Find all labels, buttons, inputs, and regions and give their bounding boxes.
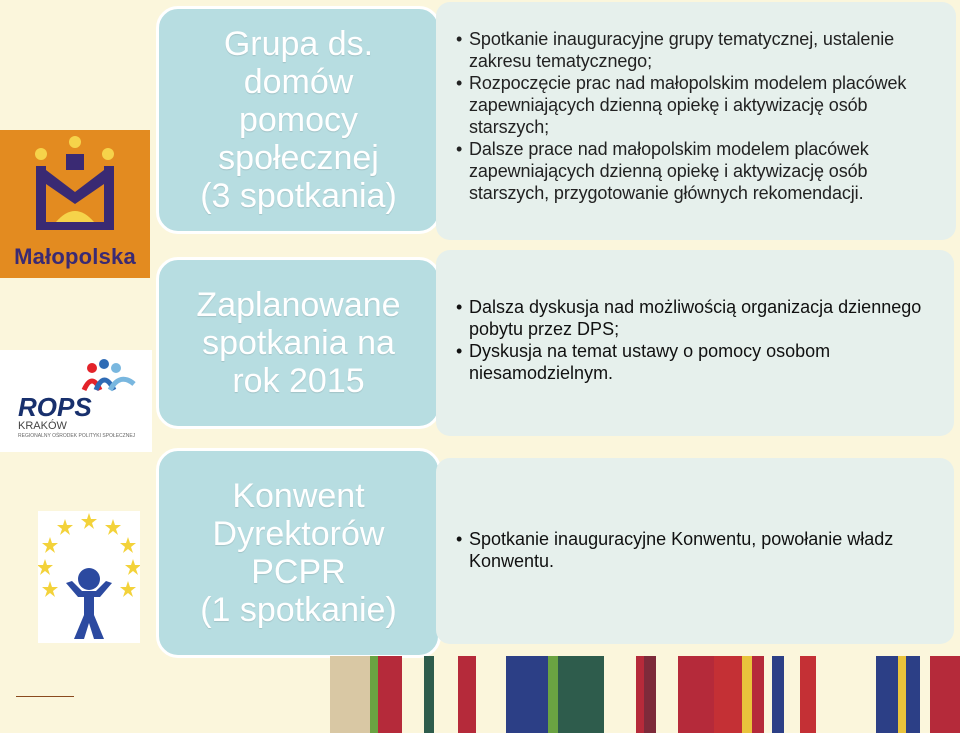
rops-city: KRAKÓW xyxy=(18,420,67,432)
rops-logo xyxy=(0,350,152,452)
title-line: Zaplanowane xyxy=(196,286,401,324)
title-line: PCPR xyxy=(251,553,346,591)
list-item: • Dyskusja na temat ustawy o pomocy osobom niesamodzielnym. xyxy=(456,340,942,384)
panel-pcpr xyxy=(436,458,954,644)
rops-name: ROPS xyxy=(18,392,92,422)
decorative-stripes xyxy=(0,656,960,733)
malopolska-logo xyxy=(0,130,150,278)
title-line: pomocy xyxy=(238,101,359,139)
bullet-list xyxy=(456,28,944,204)
panel-planned xyxy=(436,250,954,436)
title-line: spotkania na xyxy=(202,324,395,362)
title-line: Konwent xyxy=(232,477,365,515)
title-line: rok 2015 xyxy=(232,362,365,400)
bullet-list xyxy=(456,528,942,572)
title-line: społecznej xyxy=(218,139,379,177)
list-item: • Dalsza dyskusja nad możliwością organizacja dziennego pobytu przez DPS; xyxy=(456,296,942,340)
list-item: • Rozpoczęcie prac nad małopolskim modelem placówek zapewniających dzienną opiekę i aktywizację osób starszych; xyxy=(456,72,944,138)
bullet-list xyxy=(456,296,942,384)
title-box-pcpr xyxy=(156,448,441,658)
list-item: • Spotkanie inauguracyjne Konwentu, powołanie władz Konwentu. xyxy=(456,528,942,572)
eu-stars-person-icon xyxy=(38,511,140,643)
rops-fullname: REGIONALNY OŚRODEK POLITYKI SPOŁECZNEJ xyxy=(18,433,136,439)
title-line: Dyrektorów xyxy=(212,515,385,553)
title-box-planned xyxy=(156,257,441,429)
title-line: (1 spotkanie) xyxy=(200,591,397,629)
title-line: domów xyxy=(243,63,354,101)
pcpr-logo xyxy=(38,511,140,643)
title-line: Grupa ds. xyxy=(223,25,374,63)
title-line: (3 spotkania) xyxy=(200,177,397,215)
title-box-dps xyxy=(156,6,441,234)
list-item: • Dalsze prace nad małopolskim modelem placówek zapewniających dzienną opiekę i aktywizację osób starszych, przygotowanie głównych rekomendacji. xyxy=(456,138,944,204)
malopolska-emblem-icon xyxy=(0,130,150,250)
list-item: • Spotkanie inauguracyjne grupy tematycznej, ustalenie zakresu tematycznego; xyxy=(456,28,944,72)
panel-dps xyxy=(436,2,956,240)
malopolska-label: Małopolska xyxy=(14,244,136,269)
